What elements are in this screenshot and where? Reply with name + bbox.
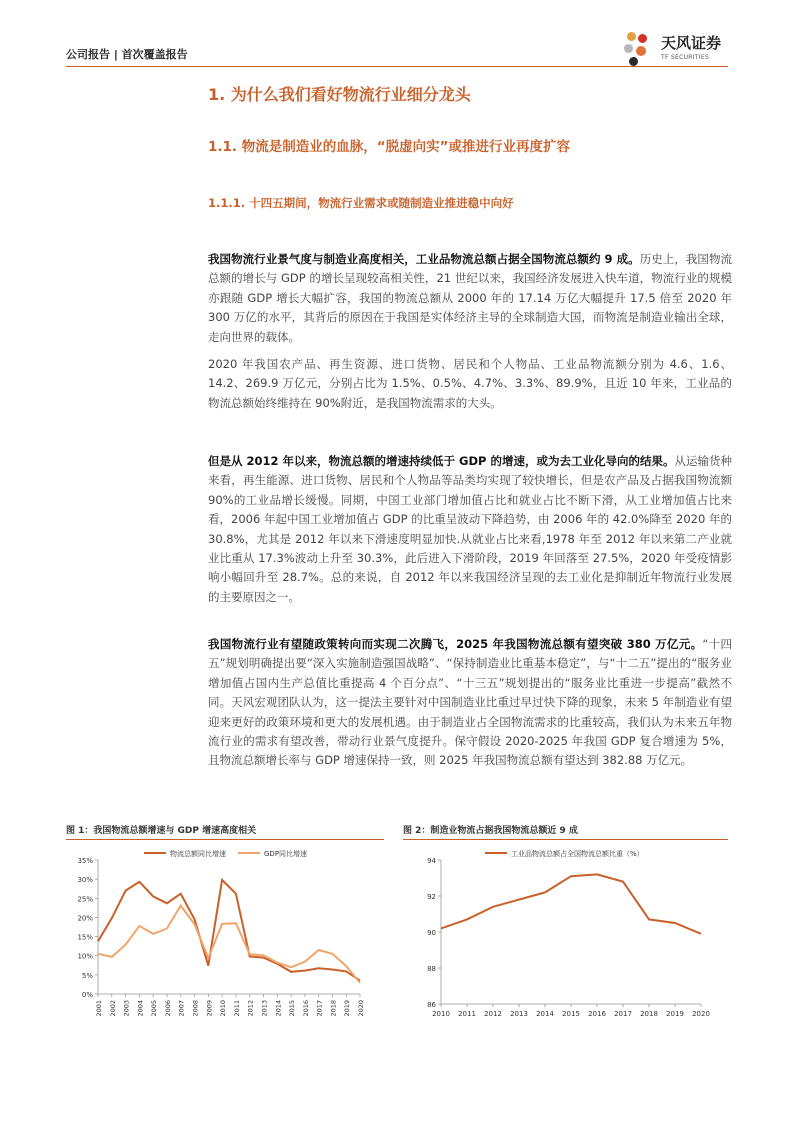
company-logo (623, 30, 733, 70)
y-tick-label: 92 (427, 893, 436, 901)
x-tick-label: 2017 (315, 1000, 324, 1017)
figure-1-title: 图 1：我国物流总额增速与 GDP 增速高度相关 (66, 826, 257, 836)
legend-label: GDP同比增速 (264, 850, 308, 858)
legend-label: 物流总额同比增速 (170, 850, 226, 858)
x-tick-label: 2015 (288, 1000, 297, 1017)
x-tick-label: 2018 (329, 1000, 338, 1017)
y-tick-label: 94 (427, 857, 436, 865)
x-tick-label: 2004 (136, 1000, 145, 1017)
y-tick-label: 10% (77, 952, 93, 961)
y-tick-label: 30% (77, 876, 93, 885)
x-tick-label: 2020 (357, 1000, 365, 1017)
x-tick-label: 2016 (301, 1000, 310, 1017)
figure-1-rule (66, 839, 384, 840)
x-tick-label: 2015 (562, 1010, 580, 1018)
section-heading-1-1: 1.1. 物流是制造业的血脉，“脱虚向实”或推进行业再度扩容 (208, 139, 570, 155)
y-tick-label: 88 (427, 965, 436, 973)
logo-mark-icon (638, 34, 647, 43)
x-tick-label: 2017 (614, 1010, 632, 1018)
x-tick-label: 2010 (432, 1010, 450, 1018)
paragraph-body: 从运输货种来看，再生能源、进口货物、居民和个人物品等品类均实现了较快增长，但是农产品及占据我国物流额 90%的工业品增长缓慢。同期，中国工业部门增加值占比和就业占比不断下滑，从工业增加值占比来看，2006 年起中国工业增加值占 GDP 的比重呈波动下降趋势，由 2006 年的 42.0%降至 2020 年的 30.8%，尤其是 2012 年以来下滑速度明显加快.从就业占比来看,1978 年至 2012 年以来第二产业就业比重从 17.3%波动上升至 30.3%，此后进入下滑阶段，2019 年回落至 27.5%，2020 年受疫情影响小幅回升至 28.7%。总的来说，自 2012 年以来我国经济呈现的去工业化是抑制近年物流行业发展的主要原因之一。 (208, 454, 733, 604)
paragraph-body: “十四五”规划明确提出要“深入实施制造强国战略”、“保持制造业比重基本稳定”，与“十二五”提出的“服务业增加值占国内生产总值比重提高 4 个百分点”、“十三五”规划提出的“服务业比重进一步提高”截然不同。天风宏观团队认为，这一提法主要针对中国制造业比重过早过快下降的现象，未来 5 年制造业有望迎来更好的政策环境和更大的发展机遇。由于制造业占全国物流需求的比重较高，我们认为未来五年物流行业的需求有望改善，带动行业景气度提升。保守假设 2020-2025 年我国 GDP 复合增速为 5%，且物流总额增长率与 GDP 增速保持一致，则 2025 年我国物流总额有望达到 382.88 万亿元。 (208, 637, 732, 768)
x-tick-label: 2011 (232, 1000, 241, 1017)
y-tick-label: 15% (77, 933, 93, 942)
logo-subtitle: TF SECURITIES (661, 54, 710, 61)
paragraph-body: 历史上，我国物流总额的增长与 GDP 的增长呈现较高相关性，21 世纪以来，我国经济发展进入快车道，物流行业的规模亦跟随 GDP 增长大幅扩容，我国的物流总额从 2000 年的 17.14 万亿大幅提升 17.5 倍至 2020 年 300 万亿的水平，其背后的原因在于我国是实体经济主导的全球制造大国，而物流是制造业输出全球，走向世界的载体。 (208, 252, 732, 344)
legend-label: 工业品物流总额占全国物流总额比重（%） (511, 850, 644, 858)
series-line-1 (98, 906, 360, 983)
x-tick-label: 2002 (108, 1000, 117, 1017)
x-tick-label: 2019 (666, 1010, 684, 1018)
figure-2-title: 图 2：制造业物流占据我国物流总额近 9 成 (403, 826, 578, 836)
chart-industrial-share (403, 842, 728, 1022)
logo-mark-icon (629, 57, 638, 66)
paragraph-body: 2020 年我国农产品、再生资源、进口货物、居民和个人物品、工业品物流额分别为 4.6、1.6、14.2、269.9 万亿元，分别占比为 1.5%、0.5%、4.7%、3.3%、89.9%，且近 10 年来，工业品的物流总额始终维持在 90%附近，是我国物流需求的大头。 (208, 357, 732, 410)
chart-logistics-vs-gdp (66, 842, 384, 1022)
x-tick-label: 2008 (191, 1000, 200, 1017)
y-tick-label: 90 (427, 929, 436, 937)
y-tick-label: 86 (427, 1001, 436, 1009)
figure-2-rule (403, 839, 728, 840)
series-line-0 (441, 874, 701, 933)
x-tick-label: 2014 (536, 1010, 554, 1018)
y-tick-label: 25% (77, 895, 93, 904)
x-tick-label: 2012 (484, 1010, 502, 1018)
x-tick-label: 2020 (692, 1010, 710, 1018)
section-heading-1: 1. 为什么我们看好物流行业细分龙头 (208, 85, 471, 104)
x-tick-label: 2013 (510, 1010, 528, 1018)
paragraph-1 (208, 250, 732, 347)
x-tick-label: 2003 (122, 1000, 131, 1017)
logo-mark-icon (627, 32, 636, 41)
paragraph-lead: 我国物流行业有望随政策转向而实现二次腾飞，2025 年我国物流总额有望突破 380 万亿元。 (208, 637, 703, 651)
logo-mark-icon (624, 44, 633, 53)
paragraph-2 (208, 355, 732, 413)
x-tick-label: 2005 (150, 1000, 159, 1017)
x-tick-label: 2016 (588, 1010, 606, 1018)
y-tick-label: 5% (81, 971, 93, 980)
x-tick-label: 2018 (640, 1010, 658, 1018)
x-tick-label: 2009 (205, 1000, 214, 1017)
x-tick-label: 2006 (163, 1000, 172, 1017)
logo-mark-icon (636, 46, 646, 56)
section-heading-1-1-1: 1.1.1. 十四五期间，物流行业需求或随制造业推进稳中向好 (208, 196, 514, 210)
paragraph-lead: 但是从 2012 年以来，物流总额的增速持续低于 GDP 的增速，或为去工业化导向的结果。 (208, 454, 675, 468)
paragraph-4 (208, 635, 732, 771)
x-tick-label: 2010 (219, 1000, 228, 1017)
x-tick-label: 2019 (343, 1000, 352, 1017)
x-tick-label: 2013 (260, 1000, 269, 1017)
logo-name: 天风证券 (661, 34, 722, 52)
y-tick-label: 35% (77, 857, 93, 865)
x-tick-label: 2001 (95, 1000, 103, 1017)
y-tick-label: 20% (77, 914, 93, 923)
x-tick-label: 2014 (274, 1000, 283, 1017)
paragraph-lead: 我国物流行业景气度与制造业高度相关，工业品物流总额占据全国物流总额约 9 成。 (208, 252, 640, 266)
report-type-label: 公司报告 | 首次覆盖报告 (66, 48, 188, 61)
paragraph-3 (208, 452, 732, 607)
y-tick-label: 0% (81, 991, 93, 999)
x-tick-label: 2007 (177, 1000, 186, 1017)
x-tick-label: 2012 (246, 1000, 255, 1017)
x-tick-label: 2011 (458, 1010, 476, 1018)
